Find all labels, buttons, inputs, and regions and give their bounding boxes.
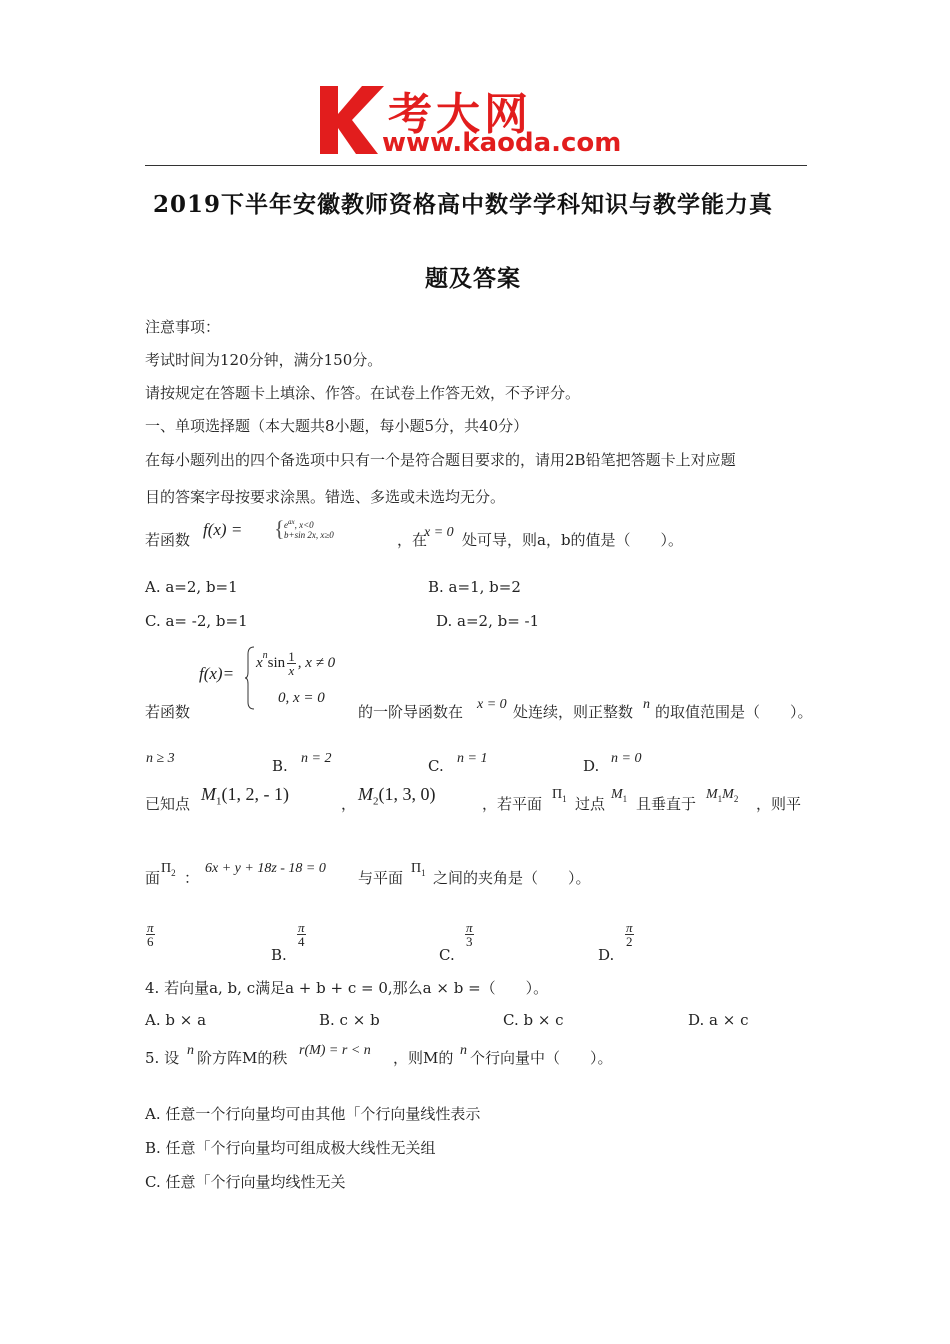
q3-option-b: $\frac{\pi}{4}$ xyxy=(298,920,305,949)
q3-mid1: ，若平面 xyxy=(482,795,543,813)
q5-n-ref: n xyxy=(460,1043,467,1058)
q2-mid: 的一阶导函数在 xyxy=(358,703,464,721)
q2-piece2: 0, x = 0 xyxy=(278,690,325,706)
header-rule xyxy=(145,165,807,166)
logo-k-icon xyxy=(318,80,390,158)
q3-line2-prefix: 面 xyxy=(145,869,161,887)
q2-function: f(x)= xyxy=(199,664,235,683)
q3-m1-ref: $M_1$ xyxy=(611,787,628,804)
q4-option-b: B. c × b xyxy=(319,1011,380,1029)
q3-pi1: $\Pi_1$ xyxy=(552,787,567,804)
q3-line2-mid: 与平面 xyxy=(358,869,404,887)
q2-option-d-label: D. xyxy=(583,757,600,775)
q3-mid2: 过点 xyxy=(575,795,606,813)
q4-stem: 4. 若向量a, b, c满足a + b + c = 0,那么a × b =（ ）。 xyxy=(145,979,549,997)
q2-option-b-label: B. xyxy=(272,757,288,775)
notes-line1: 考试时间为120分钟，满分150分。 xyxy=(145,351,383,369)
q5-mid1: 阶方阵M的秩 xyxy=(197,1049,288,1067)
q2-option-d: n = 0 xyxy=(611,751,642,766)
q2-point: x = 0 xyxy=(477,697,507,712)
q2-suffix: 的取值范围是（ ）。 xyxy=(655,703,813,721)
q3-comma: ， xyxy=(341,795,357,813)
q3-option-a: $\frac{\pi}{6}$ xyxy=(147,920,154,949)
notes-heading: 注意事项： xyxy=(145,318,221,336)
q2-n: n xyxy=(643,697,650,712)
q2-piecewise-brace xyxy=(244,646,256,710)
q3-point-m1: $M_1(1$, 2, - 1) xyxy=(201,784,289,808)
q5-suffix: 个行向量中（ ）。 xyxy=(470,1049,613,1067)
q2-mid2: 处连续，则正整数 xyxy=(513,703,634,721)
section-desc1: 在每小题列出的四个备选项中只有一个是符合题目要求的，请用2B铅笔把答题卡上对应题 xyxy=(145,451,736,469)
q1-option-d: D. a=2, b= -1 xyxy=(436,612,540,630)
q2-option-b: n = 2 xyxy=(301,751,332,766)
q1-prefix: 若函数 xyxy=(145,531,191,549)
site-logo xyxy=(318,78,648,160)
logo-title: 考大网 xyxy=(388,89,532,140)
q5-option-b: B. 任意「个行向量均可组成极大线性无关组 xyxy=(145,1139,436,1157)
q1-mid: ，在 xyxy=(397,531,428,549)
q3-line2-suffix: 之间的夹角是（ ）。 xyxy=(433,869,591,887)
q4-option-a: A. b × a xyxy=(145,1011,207,1029)
q2-piece1: x $^n$ sin $\frac{1}{x}$ , x ≠ 0 xyxy=(256,649,336,678)
q1-piecewise-brace: { xyxy=(274,516,285,541)
logo-url: www.kaoda.com xyxy=(382,128,622,158)
q3-pi2: $\Pi_2$ xyxy=(161,861,176,878)
section-heading: 一、单项选择题（本大题共8小题，每小题5分，共40分） xyxy=(145,417,529,435)
q3-option-b-label: B. xyxy=(271,946,287,964)
q3-option-c: $\frac{\pi}{3}$ xyxy=(466,920,473,949)
q3-segment: $M_1M_2$ xyxy=(706,787,739,804)
q4-option-c: C. b × c xyxy=(503,1011,564,1029)
page-title-line2: 题及答案 xyxy=(425,265,521,292)
q3-prefix: 已知点 xyxy=(145,795,191,813)
q1-suffix: 处可导，则a，b的值是（ ）。 xyxy=(462,531,684,549)
q3-colon: ： xyxy=(184,869,200,887)
q4-option-d: D. a × c xyxy=(688,1011,749,1029)
q2-prefix: 若函数 xyxy=(145,703,191,721)
q3-point-m2: $M_2(1$, 3, 0) xyxy=(358,784,436,808)
q1-option-b: B. a=1, b=2 xyxy=(428,578,521,596)
q1-piece2: b+sin 2x, x≥0 xyxy=(284,530,334,540)
q2-option-c: n = 1 xyxy=(457,751,488,766)
q1-point: x = 0 xyxy=(424,525,454,540)
q1-piece1: $e^{ax}$, x<0 xyxy=(284,518,314,530)
q3-mid3: 且垂直于 xyxy=(636,795,697,813)
q5-rank: r(M) = r < n xyxy=(299,1043,371,1058)
q5-option-c: C. 任意「个行向量均线性无关 xyxy=(145,1173,346,1191)
q5-n: n xyxy=(187,1043,194,1058)
q1-option-c: C. a= -2, b=1 xyxy=(145,612,248,630)
q3-option-d-label: D. xyxy=(598,946,615,964)
q3-plane-equation: 6x + y + 18z - 18 = 0 xyxy=(205,861,326,876)
q3-suffix1: ，则平 xyxy=(756,795,802,813)
q3-pi1-ref: $\Pi_1$ xyxy=(411,861,426,878)
q2-option-c-label: C. xyxy=(428,757,444,775)
q5-prefix: 5. 设 xyxy=(145,1049,180,1067)
page-title-line1: 2019下半年安徽教师资格高中数学学科知识与教学能力真 xyxy=(153,191,774,218)
section-desc2: 目的答案字母按要求涂黑。错选、多选或未选均无分。 xyxy=(145,488,506,506)
q3-option-c-label: C. xyxy=(439,946,455,964)
q2-fraction: $\frac{1}{x}$ xyxy=(288,649,295,678)
q2-option-a: n ≥ 3 xyxy=(146,751,175,766)
q5-mid2: ，则M的 xyxy=(393,1049,454,1067)
q1-function: f(x) = xyxy=(203,520,243,539)
q1-option-a: A. a=2, b=1 xyxy=(145,578,238,596)
q5-option-a: A. 任意一个行向量均可由其他「个行向量线性表示 xyxy=(145,1105,481,1123)
notes-line2: 请按规定在答题卡上填涂、作答。在试卷上作答无效，不予评分。 xyxy=(145,384,581,402)
q3-option-d: $\frac{\pi}{2}$ xyxy=(626,920,633,949)
